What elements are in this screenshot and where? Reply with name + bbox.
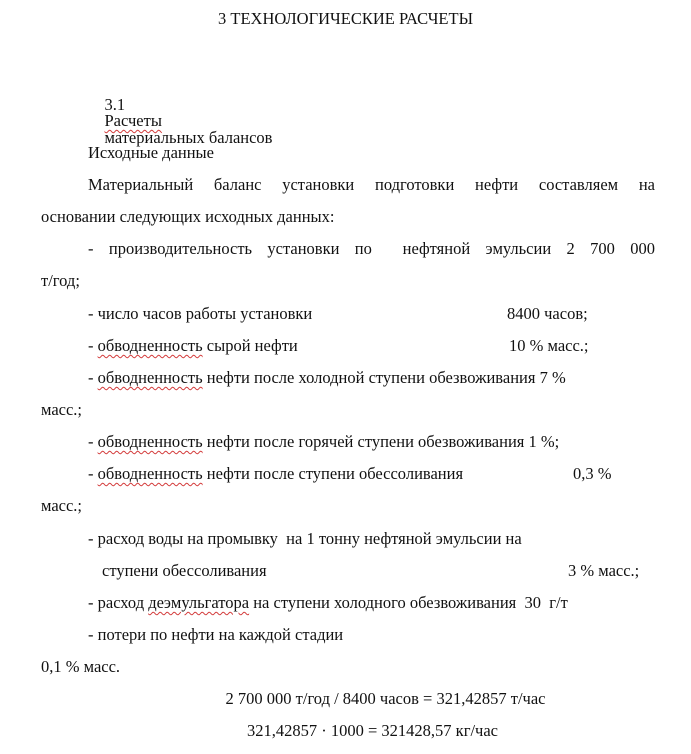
hot-watercut-text: нефти после горячей ступени обезвоживания 1 %; (202, 432, 560, 451)
desalt-watercut-line (88, 466, 463, 483)
hot-watercut-line (88, 434, 559, 451)
formula-hourly-kg: 321,42857 · 1000 = 321428,57 кг/час (247, 721, 498, 740)
desalt-watercut-unit: масс.; (41, 496, 83, 515)
cold-watercut-line (88, 370, 566, 387)
capacity-line: - производительность установки по нефтяной эмульсии 2 700 000 (88, 239, 655, 258)
losses-line: - потери по нефти на каждой стадии (88, 625, 344, 644)
chapter-title: 3 ТЕХНОЛОГИЧЕСКИЕ РАСЧЕТЫ (218, 9, 473, 28)
formula-hourly-rate: 2 700 000 т/год / 8400 часов = 321,42857 т/час (225, 689, 546, 708)
dash: - (88, 336, 98, 355)
initial-data-heading: Исходные данные (88, 143, 214, 162)
raw-watercut-value: 10 % масс.; (509, 336, 589, 355)
watercut-word: обводненность (97, 464, 203, 483)
dash: - (88, 464, 98, 483)
cold-watercut-text: нефти после холодной ступени обезвоживания 7 % (202, 368, 566, 387)
dash: - (88, 368, 98, 387)
cold-watercut-unit: масс.; (41, 400, 83, 419)
hours-label: - число часов работы установки (88, 304, 313, 323)
dash: - (88, 432, 98, 451)
raw-watercut-text: сырой нефти (202, 336, 298, 355)
watercut-word: обводненность (97, 432, 203, 451)
desalt-watercut-value: 0,3 % (573, 464, 612, 483)
demulsifier-pre: - расход (88, 593, 149, 612)
demulsifier-rest: на ступени холодного обезвоживания 30 г/т (249, 593, 568, 612)
raw-watercut-line (88, 338, 298, 355)
losses-value: 0,1 % масс. (41, 657, 121, 676)
section-number: 3.1 (104, 94, 126, 114)
section-word: Расчеты (104, 111, 162, 130)
demulsifier-word: деэмульгатора (148, 593, 250, 612)
desalt-watercut-text: нефти после ступени обессоливания (202, 464, 464, 483)
hours-value: 8400 часов; (507, 304, 588, 323)
watercut-word: обводненность (97, 336, 203, 355)
capacity-unit: т/год; (41, 271, 80, 290)
demulsifier-line (88, 595, 568, 612)
wash-water-value: 3 % масс.; (568, 561, 640, 580)
wash-water-line-1: - расход воды на промывку на 1 тонну нефтяной эмульсии на (88, 529, 522, 548)
wash-water-line-2: ступени обессоливания (102, 561, 267, 580)
section-rest: материальных балансов (104, 127, 273, 147)
intro-line-2: основании следующих исходных данных: (41, 207, 335, 226)
watercut-word: обводненность (97, 368, 203, 387)
intro-line-1: Материальный баланс установки подготовки нефти составляем на (88, 175, 655, 194)
